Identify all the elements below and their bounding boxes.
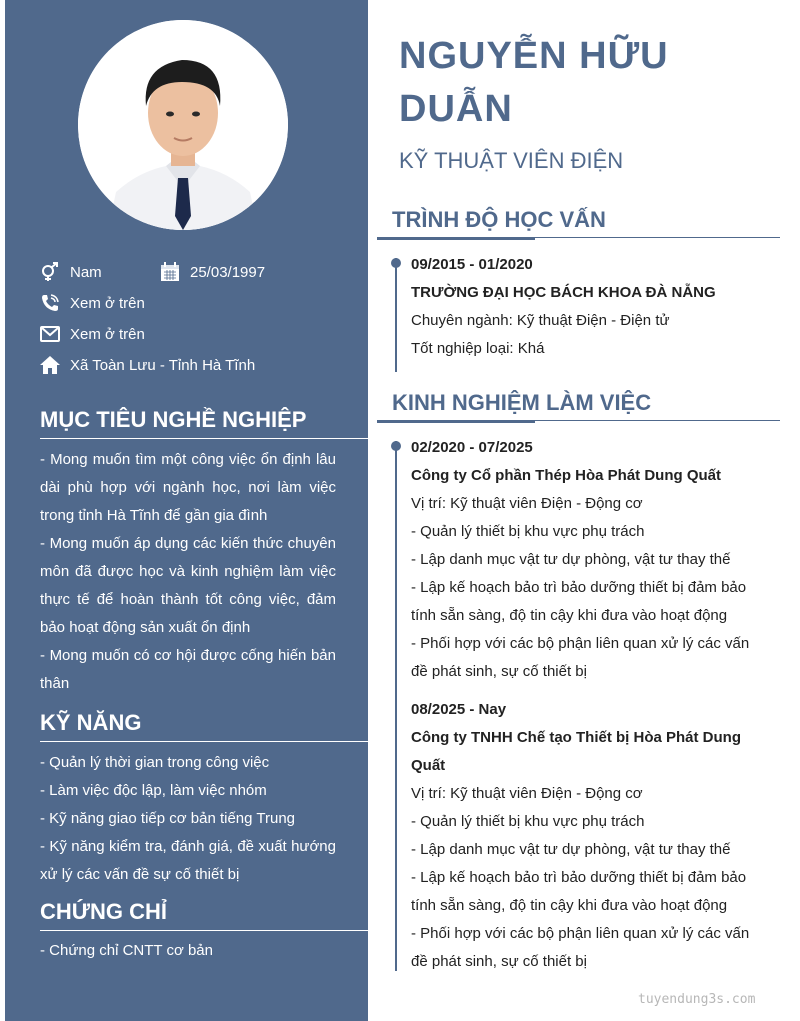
job-line: - Phối hợp với các bộ phận liên quan xử lý các vấn đề phát sinh, sự cố thiết bị — [411, 635, 750, 680]
job-line: Vị trí: Kỹ thuật viên Điện - Động cơ — [411, 785, 643, 802]
job-entry — [411, 434, 756, 686]
company-name: Công ty Cổ phần Thép Hòa Phát Dung Quất — [411, 467, 721, 484]
watermark: tuyendung3s.com — [638, 992, 756, 1007]
gender-icon — [40, 262, 60, 282]
objective-heading: MỤC TIÊU NGHỀ NGHIỆP — [40, 407, 368, 439]
name-line-1: NGUYỄN HỮU — [399, 35, 669, 77]
education-heading: TRÌNH ĐỘ HỌC VẤN — [377, 207, 780, 238]
job-title: KỸ THUẬT VIÊN ĐIỆN — [399, 148, 624, 173]
certs-heading: CHỨNG CHỈ — [40, 899, 368, 931]
address-item — [40, 355, 255, 375]
name-line-2: DUẪN — [399, 88, 513, 130]
phone-icon — [40, 293, 60, 313]
job-date: 08/2025 - Nay — [411, 701, 507, 718]
calendar-icon — [160, 262, 180, 282]
profile-photo — [78, 20, 288, 230]
objective-item: - Mong muốn áp dụng các kiến thức chuyên môn đã được học và kinh nghiệm làm việc thực tế để hoàn thành tốt công việc, đảm bảo hoạt động sản xuất ổn định — [40, 535, 336, 636]
dob-item — [160, 262, 265, 282]
timeline-dot — [391, 258, 401, 268]
sidebar — [5, 0, 368, 1021]
envelope-icon — [40, 324, 60, 344]
job-line: - Quản lý thiết bị khu vực phụ trách — [411, 523, 645, 540]
skill-item: - Làm việc độc lập, làm việc nhóm — [40, 782, 267, 799]
objective-list — [40, 446, 336, 698]
education-entry — [411, 251, 756, 363]
company-name: Công ty TNHH Chế tạo Thiết bị Hòa Phát Dung Quất — [411, 729, 741, 774]
job-entry — [411, 696, 756, 976]
job-line: - Quản lý thiết bị khu vực phụ trách — [411, 813, 645, 830]
objective-item: - Mong muốn tìm một công việc ổn định lâu dài phù hợp với ngành học, nơi làm việc trong tỉnh Hà Tĩnh để gần gia đình — [40, 451, 336, 524]
skill-item: - Quản lý thời gian trong công việc — [40, 754, 270, 771]
candidate-name — [399, 30, 699, 136]
phone-item — [40, 293, 145, 313]
gender-text: Nam — [70, 263, 102, 281]
address-text: Xã Toàn Lưu - Tỉnh Hà Tĩnh — [70, 356, 256, 374]
job-line: Vị trí: Kỹ thuật viên Điện - Động cơ — [411, 495, 643, 512]
objective-item: - Mong muốn có cơ hội được cống hiến bản thân — [40, 647, 336, 692]
education-line: Tốt nghiệp loại: Khá — [411, 340, 545, 357]
gender-item — [40, 262, 102, 282]
experience-timeline — [395, 441, 397, 971]
dob-text: 25/03/1997 — [190, 263, 266, 281]
job-line: - Lập kế hoạch bảo trì bảo dưỡng thiết bị đảm bảo tính sẵn sàng, độ tin cậy khi đưa vào hoạt động — [411, 579, 747, 624]
skill-item: - Kỹ năng giao tiếp cơ bản tiếng Trung — [40, 810, 295, 827]
school-name: TRƯỜNG ĐẠI HỌC BÁCH KHOA ĐÀ NẴNG — [411, 284, 716, 301]
home-icon — [40, 355, 60, 375]
experience-heading: KINH NGHIỆM LÀM VIỆC — [377, 390, 780, 421]
skills-heading: KỸ NĂNG — [40, 710, 368, 742]
job-line: - Phối hợp với các bộ phận liên quan xử lý các vấn đề phát sinh, sự cố thiết bị — [411, 925, 750, 970]
cert-item: - Chứng chỉ CNTT cơ bản — [40, 942, 213, 959]
avatar — [78, 20, 288, 230]
skills-list — [40, 749, 336, 889]
timeline-dot — [391, 441, 401, 451]
email-text: Xem ở trên — [70, 325, 145, 343]
education-date: 09/2015 - 01/2020 — [411, 256, 533, 273]
job-line: - Lập danh mục vật tư dự phòng, vật tư thay thế — [411, 841, 731, 858]
email-item — [40, 324, 145, 344]
phone-text: Xem ở trên — [70, 294, 145, 312]
job-line: - Lập kế hoạch bảo trì bảo dưỡng thiết bị đảm bảo tính sẵn sàng, độ tin cậy khi đưa vào hoạt động — [411, 869, 747, 914]
education-line: Chuyên ngành: Kỹ thuật Điện - Điện tử — [411, 312, 670, 329]
education-timeline — [395, 258, 397, 372]
job-date: 02/2020 - 07/2025 — [411, 439, 533, 456]
skill-item: - Kỹ năng kiểm tra, đánh giá, đề xuất hướng xử lý các vấn đề sự cố thiết bị — [40, 838, 336, 883]
certs-list — [40, 937, 336, 965]
job-line: - Lập danh mục vật tư dự phòng, vật tư thay thế — [411, 551, 731, 568]
